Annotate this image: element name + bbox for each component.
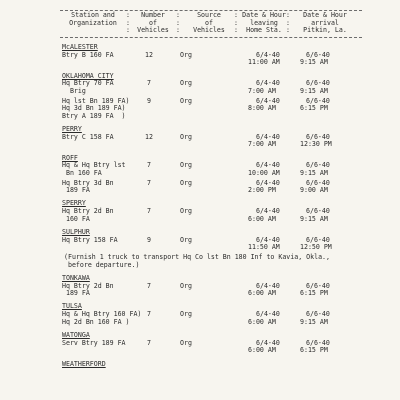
- vehicle-source: Org: [180, 235, 192, 244]
- arrival-datetime: 9:15 AM: [300, 317, 328, 326]
- vehicle-count: 9: [147, 96, 151, 105]
- arrival-datetime: 6:15 PM: [300, 346, 328, 355]
- header-separator: :: [126, 11, 130, 19]
- vehicle-count: 7: [147, 207, 151, 216]
- vehicle-count: 7: [147, 310, 151, 319]
- vehicle-count: 7: [147, 338, 151, 347]
- station-name: WEATHERFORD: [62, 359, 106, 368]
- organization-line: Btry A 189 FA ): [62, 111, 126, 120]
- leave-datetime: 6:00 AM: [248, 317, 276, 326]
- arrival-datetime: 6/6-40: [306, 310, 330, 319]
- arrival-datetime: 6/6-40: [306, 50, 330, 59]
- vehicle-source: Org: [180, 178, 192, 187]
- arrival-datetime: 9:15 AM: [300, 169, 328, 177]
- organization-line: 189 FA: [62, 289, 90, 298]
- header-separator: :: [126, 18, 130, 27]
- transport-note: before departure.): [64, 260, 140, 269]
- organization-line: Hq Btry 2d Bn: [62, 281, 114, 290]
- leave-datetime: 6:00 AM: [248, 214, 276, 223]
- header-station: [60, 12, 126, 27]
- organization-line: Bn 160 FA: [62, 169, 102, 177]
- organization-line: Hq 2d Bn 160 FA ): [62, 317, 130, 326]
- arrival-datetime: 6/6-40: [306, 338, 330, 347]
- organization-line: Hq lst Bn 189 FA): [62, 96, 130, 105]
- leave-datetime: 6/4-40: [256, 178, 280, 187]
- organization-line: Btry C 158 FA: [62, 132, 114, 141]
- arrival-datetime: 6/6-40: [306, 178, 330, 187]
- leave-datetime: 10:00 AM: [248, 169, 280, 177]
- vehicle-count: 7: [147, 79, 151, 88]
- header-separator: :: [286, 26, 290, 35]
- header-separator: :: [176, 26, 180, 35]
- arrival-datetime: 6/6-40: [306, 132, 330, 141]
- arrival-datetime: 9:00 AM: [300, 186, 328, 195]
- vehicle-source: Org: [180, 338, 192, 347]
- header-arrival-line: arrival: [311, 18, 339, 27]
- header-bottom-rule: [60, 37, 362, 38]
- arrival-datetime: 12:30 PM: [300, 140, 332, 149]
- leave-datetime: 6/4-40: [256, 132, 280, 141]
- leave-datetime: 6/4-40: [256, 207, 280, 216]
- organization-line: Hq & Hq Btry 160 FA): [62, 310, 142, 319]
- arrival-datetime: 6/6-40: [306, 281, 330, 290]
- organization-line: Hq Btry 70 FA: [62, 79, 114, 88]
- header-separator: :: [286, 11, 290, 19]
- header-separator: :: [176, 18, 180, 27]
- arrival-datetime: 6/6-40: [306, 79, 330, 88]
- arrival-datetime: 6/6-40: [306, 96, 330, 105]
- header-vehicles-line: of: [149, 18, 157, 27]
- organization-line: Hq Btry 3d Bn: [62, 178, 114, 187]
- station-name: TULSA: [62, 302, 82, 311]
- vehicle-source: Org: [180, 50, 192, 59]
- leave-datetime: 6:00 AM: [248, 346, 276, 355]
- header-separator: :: [286, 18, 290, 27]
- header-separator: :: [126, 26, 130, 35]
- vehicle-source: Org: [180, 310, 192, 319]
- vehicle-count: 7: [147, 281, 151, 290]
- station-name: PERRY: [62, 125, 82, 133]
- arrival-datetime: 9:15 AM: [300, 58, 328, 67]
- station-name: WATONGA: [62, 331, 90, 339]
- arrival-datetime: 6/6-40: [306, 235, 330, 244]
- leave-datetime: 7:00 AM: [248, 87, 276, 95]
- header-vehicles: [132, 12, 174, 35]
- station-name: McALESTER: [62, 43, 98, 51]
- arrival-datetime: 9:15 AM: [300, 214, 328, 223]
- arrival-datetime: 6:15 PM: [300, 289, 328, 298]
- leave-datetime: 6/4-40: [256, 96, 280, 105]
- leave-datetime: 6:00 AM: [248, 289, 276, 298]
- leave-datetime: 2:00 PM: [248, 186, 276, 195]
- header-separator: :: [234, 11, 238, 19]
- header-leaving-line: Date & Hour: [242, 11, 286, 19]
- vehicle-source: Org: [180, 132, 192, 141]
- station-name: SULPHUR: [62, 228, 90, 236]
- header-source-line: of: [205, 18, 213, 27]
- header-source-line: Source: [197, 11, 221, 19]
- station-name: OKLAHOMA CITY: [62, 71, 114, 80]
- leave-datetime: 8:00 AM: [248, 104, 276, 113]
- header-source: [182, 12, 236, 35]
- leave-datetime: 6/4-40: [256, 281, 280, 290]
- arrival-datetime: 6/6-40: [306, 161, 330, 170]
- vehicle-count: 9: [147, 235, 151, 244]
- organization-line: Hq Btry 158 FA: [62, 235, 118, 244]
- vehicle-count: 12: [145, 50, 153, 59]
- vehicle-source: Org: [180, 161, 192, 170]
- leave-datetime: 7:00 AM: [248, 140, 276, 149]
- header-arrival-line: Date & Hour: [303, 11, 347, 19]
- header-leaving: [240, 12, 288, 35]
- header-vehicles-line: Vehicles: [137, 26, 169, 35]
- organization-line: Hq Btry 2d Bn: [62, 207, 114, 216]
- leave-datetime: 6/4-40: [256, 50, 280, 59]
- leave-datetime: 6/4-40: [256, 310, 280, 319]
- leave-datetime: 6/4-40: [256, 338, 280, 347]
- header-station-line: Station and: [71, 11, 115, 19]
- organization-line: Btry B 160 FA: [62, 50, 114, 59]
- leave-datetime: 6/4-40: [256, 235, 280, 244]
- header-leaving-line: Home Sta.: [246, 26, 282, 35]
- header-separator: :: [234, 18, 238, 27]
- arrival-datetime: 6:15 PM: [300, 104, 328, 113]
- header-arrival-line: Pitkin, La.: [303, 26, 347, 35]
- leave-datetime: 6/4-40: [256, 79, 280, 88]
- station-name: TONKAWA: [62, 273, 90, 282]
- header-separator: :: [176, 11, 180, 19]
- vehicle-count: 7: [147, 161, 151, 170]
- header-station-line: Organization: [69, 18, 117, 27]
- organization-line: Serv Btry 189 FA: [62, 338, 126, 347]
- leave-datetime: 11:50 AM: [248, 243, 280, 252]
- organization-line: 189 FA: [62, 186, 90, 195]
- vehicle-count: 7: [147, 178, 151, 187]
- header-source-line: Vehicles: [193, 26, 225, 35]
- header-leaving-line: leaving: [250, 18, 278, 27]
- transport-note: (Furnish 1 truck to transport Hq Co lst Bn 180 Inf to Kavia, Okla.,: [64, 253, 330, 261]
- organization-line: Brig: [62, 87, 86, 95]
- station-name: SPERRY: [62, 199, 86, 208]
- station-name: ROFF: [62, 153, 78, 162]
- vehicle-source: Org: [180, 79, 192, 88]
- header-vehicles-line: Number: [141, 11, 165, 19]
- vehicle-count: 12: [145, 132, 153, 141]
- organization-line: Hq & Hq Btry lst: [62, 161, 126, 170]
- leave-datetime: 6/4-40: [256, 161, 280, 170]
- organization-line: Hq 3d Bn 189 FA): [62, 104, 126, 113]
- header-arrival: [292, 12, 358, 35]
- arrival-datetime: 6/6-40: [306, 207, 330, 216]
- arrival-datetime: 12:50 PM: [300, 243, 332, 252]
- vehicle-source: Org: [180, 207, 192, 216]
- header-separator: :: [234, 26, 238, 35]
- leave-datetime: 11:00 AM: [248, 58, 280, 67]
- vehicle-source: Org: [180, 96, 192, 105]
- organization-line: 160 FA: [62, 214, 90, 223]
- vehicle-source: Org: [180, 281, 192, 290]
- arrival-datetime: 9:15 AM: [300, 87, 328, 95]
